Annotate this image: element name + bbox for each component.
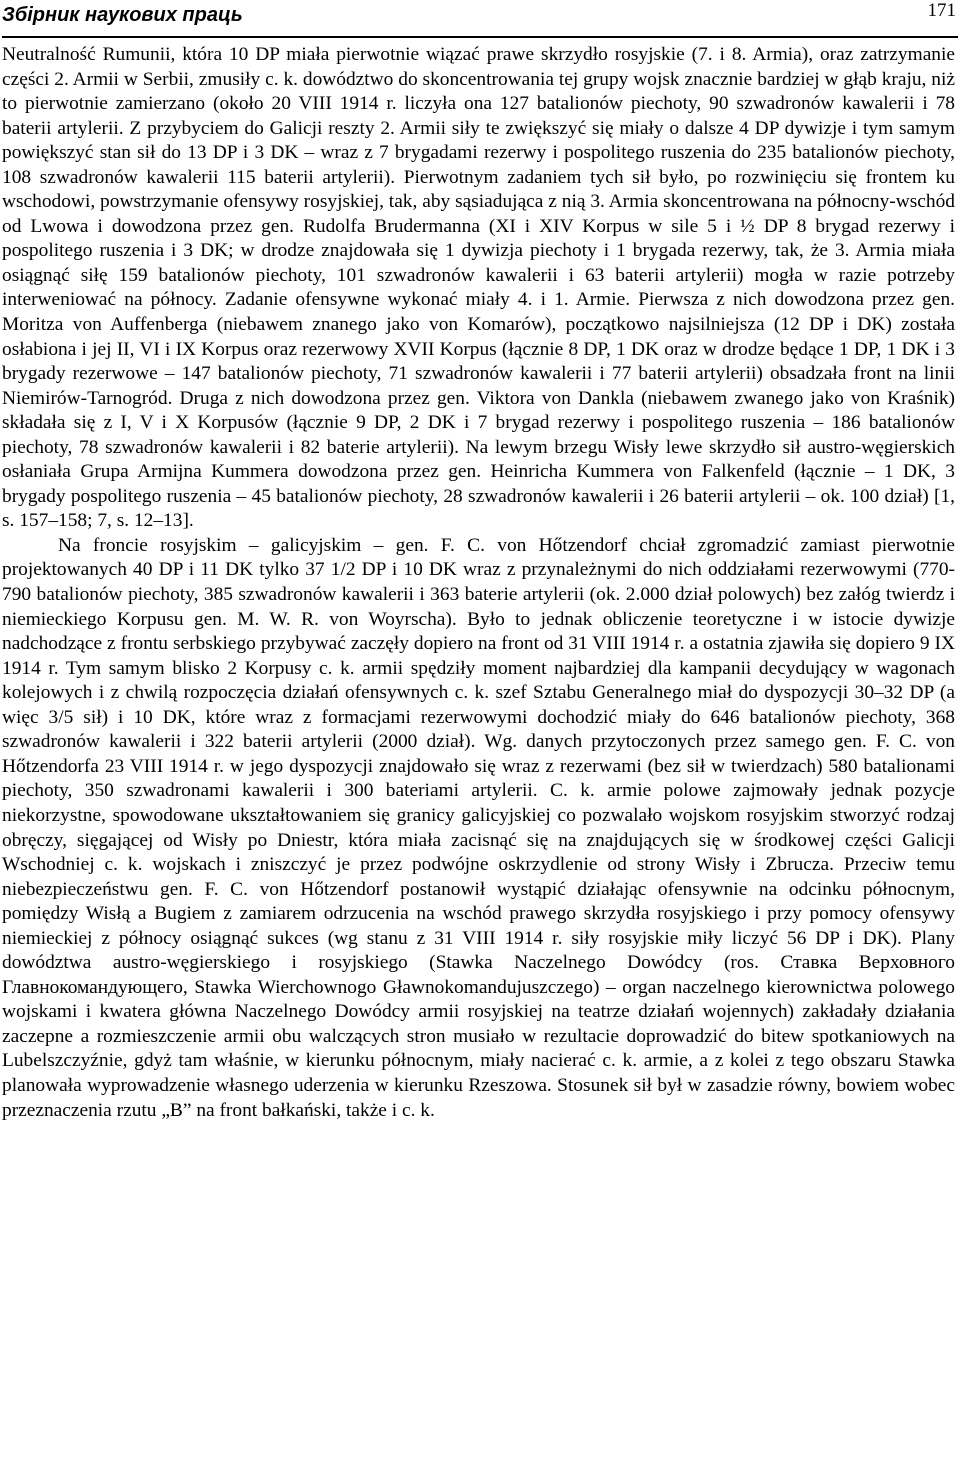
running-header [2,0,958,38]
paragraph-2: Na froncie rosyjskim – galicyjskim – gen. F. C. von Hőtzendorf chciał zgromadzić zamiast pierwotnie projektowanych 40 DP i 11 DK tylko 37 1/2 DP i 10 DK wraz z przynależnymi do nich oddziałami rezerwowymi (770-790 batalionów piechoty, 385 szwadronów kawalerii i 363 baterie artylerii (ok. 2.000 dział polowych) bez załóg twierdz i niemieckiego Korpusu gen. M. W. R. von Woyrscha). Było to jednak obliczenie teoretyczne i w istocie dywizje nadchodzące z frontu serbskiego przybywać zaczęły dopiero na front od 31 VIII 1914 r. a ostatnia zjawiła się dopiero 9 IX 1914 r. Tym samym blisko 2 Korpusy c. k. armii spędziły moment najbardziej dla kampanii decydujący w wagonach kolejowych i z chwilą rozpoczęcia działań ofensywnych c. k. szef Sztabu Generalnego miał do dyspozycji 30–32 DP (a więc 3/5 sił) i 10 DK, które wraz z formacjami rezerwowymi dochodzić miały do 646 batalionów piechoty, 368 szwadronów kawalerii i 322 baterii artylerii (2000 dział). Wg. danych przytoczonych przez samego gen. F. C. von Hőtzendorfa 23 VIII 1914 r. w jego dyspozycji znajdowało się wraz z rezerwami (bez sił w twierdzach) 580 batalionami piechoty, 350 szwadronami kawalerii i 300 bateriami artylerii. C. k. armie polowe zajmowały jednak pozycje niekorzystne, spowodowane ukształtowaniem się granicy galicyjskiej co pozwalało wojskom rosyjskim stworzyć rodzaj obręczy, sięgającej od Wisły po Dniestr, która miała zacisnąć się na znajdujących się w środkowej części Galicji Wschodniej c. k. wojskach i zniszczyć je przez podwójne oskrzydlenie od strony Wisły i Zbrucza. Przeciw temu niebezpieczeństwu gen. F. C. von Hőtzendorf postanowił wystąpić działając ofensywnie na odcinku północnym, pomiędzy Wisłą a Bugiem z zamiarem odrzucenia na wschód prawego skrzydła rosyjskiego i przy pomocy ofensywy niemieckiej z północy osiągnąć sukces (wg stanu z 31 VIII 1914 r. siły rosyjskie miły liczyć 56 DP i DK). Plany dowództwa austro-węgierskiego i rosyjskiego (Stawka Naczelnego Dowódcy (ros. Ставка Верховного Главнокомандующего, Stawka Wierchownogo Gławnokomandujuszczego) – organ naczelnego kierownictwa polowego wojskami i kwatera główna Naczelnego Dowódcy armii rosyjskiej na teatrze działań wojennych) zakładały działania zaczepne a rozmieszczenie armii obu walczących stron musiało w rezultacie doprowadzić do bitew spotkaniowych na Lubelszczyźnie, gdyż tam właśnie, w kierunku północnym, miały nacierać c. k. armie, a z kolei z tego obszaru Stawka planowała wyprowadzenie własnego uderzenia w kierunku Rzeszowa. Stosunek sił był w zasadzie równy, bowiem wobec przeznaczenia rzutu „B” na front bałkański, także i c. k. [2,534,955,1121]
journal-title: Збірник наукових праць [2,4,243,26]
paragraph-1: Neutralność Rumunii, która 10 DP miała pierwotnie wiązać prawe skrzydło rosyjskie (7. i 8. Armia), oraz zatrzymanie części 2. Armii w Serbii, zmusiły c. k. dowództwo do skoncentrowania tej grupy wojsk znacznie bardziej w głąb kraju, niż to pierwotnie zamierzano (około 20 VIII 1914 r. liczyła ona 127 batalionów piechoty, 90 szwadronów kawalerii i 78 baterii artylerii. Z przybyciem do Galicji reszty 2. Armii siły te zwiększyć się miały o dalsze 4 DP dywizje i tym samym powiększyć stan sił do 13 DP i 3 DK – wraz z 7 brygadami rezerwy i pospolitego ruszenia do 235 batalionów piechoty, 108 szwadronów kawalerii 115 baterii artylerii). Pierwotnym zadaniem tych sił było, po rozwinięciu się frontem ku wschodowi, powstrzymanie ofensywy rosyjskiej, tak, aby sąsiadująca z nią 3. Armia skoncentrowana na północny-wschód od Lwowa i dowodzona przez gen. Rudolfa Brudermanna (XI i XIV Korpus w sile 5 i ½ DP 8 brygad rezerwy i pospolitego ruszenia i 3 DK; w drodze znajdowała się 1 dywizja piechoty i 1 brygada rezerwy, tak, że 3. Armia miała osiągnąć siłę 159 batalionów piechoty, 101 szwadronów kawalerii i 63 baterii artylerii) mogła w razie potrzeby interweniować na północy. Zadanie ofensywne wykonać miały 4. i 1. Armie. Pierwsza z nich dowodzona przez gen. Moritza von Auffenberga (niebawem znanego jako von Komarów), początkowo najsilniejsza (12 DP i DK) została osłabiona i jej II, VI i IX Korpus oraz rezerwowy XVII Korpus (łącznie 8 DP, 1 DK oraz w drodze będące 1 DP, 1 DK i 3 brygady rezerwowe – 147 batalionów piechoty, 71 szwadronów kawalerii i 77 baterii artylerii) obsadzała front na linii Niemirów-Tarnogród. Druga z nich dowodzona przez gen. Viktora von Dankla (niebawem zwanego jako von Kraśnik) składała się z I, V i X Korpusów (łącznie 9 DP, 2 DK i 7 brygad rezerwy i pospolitego ruszenia – 186 batalionów piechoty, 78 szwadronów kawalerii i 82 baterie artylerii). Na lewym brzegu Wisły lewe skrzydło sił austro-węgierskich osłaniała Grupa Armijna Kummera dowodzona przez gen. Heinricha Kummera von Falkenfeld (łącznie – 1 DK, 3 brygady pospolitego ruszenia – 45 batalionów piechoty, 28 szwadronów kawalerii i 26 baterii artylerii – ok. 100 dział) [1, s. 157–158; 7, s. 12–13]. [2,44,955,532]
page-number: 171 [927,0,956,21]
article-body [2,43,955,1123]
